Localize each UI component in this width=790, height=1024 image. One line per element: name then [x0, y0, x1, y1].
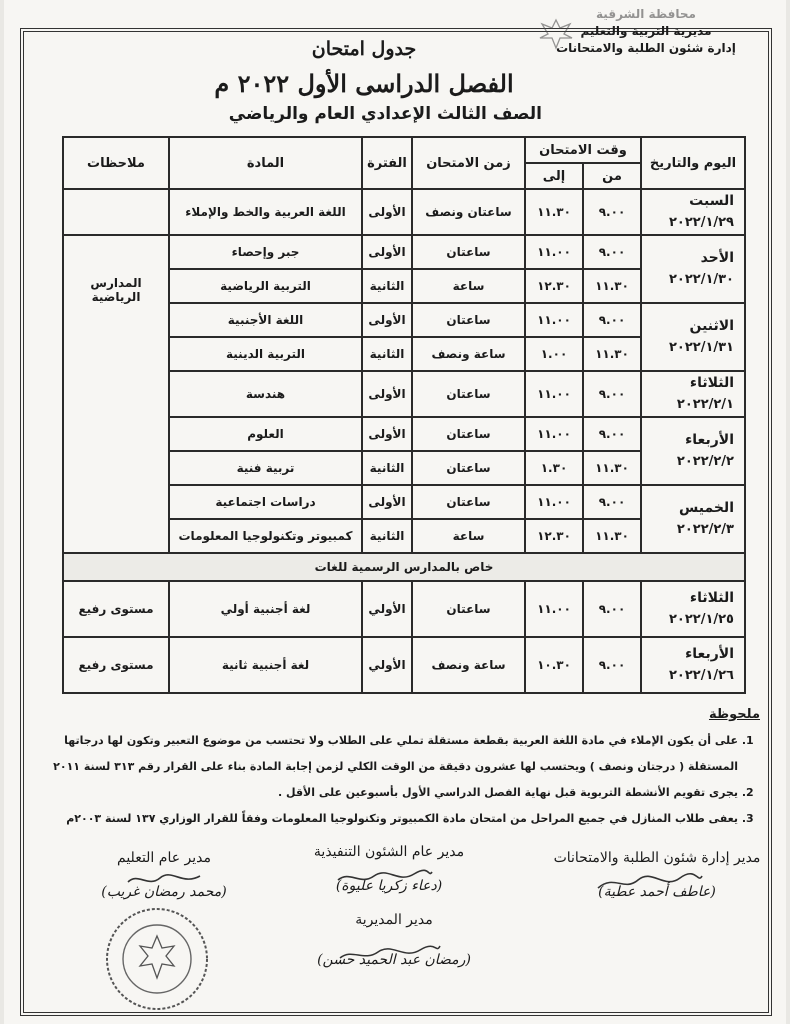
day-name: الثلاثاء [689, 375, 734, 391]
signature-role: مدير عام التعليم [117, 850, 211, 866]
notes-list [32, 728, 760, 832]
note-item: 2. يجرى تقويم الأنشطة التربوية قبل نهاية الفصل الدراسي الأول بأسبوعين على الأقل . [32, 780, 738, 806]
day-date-cell [641, 371, 745, 417]
period: الأولى [362, 189, 412, 235]
day-date-cell [641, 581, 745, 637]
to-time: ١.٣٠ [525, 451, 583, 485]
period: الثانية [362, 337, 412, 371]
exam-date: ٢٠٢٢/١/٣١ [668, 340, 734, 355]
period: الأولي [362, 637, 412, 693]
duration: ساعتان [412, 581, 525, 637]
issuing-authority [546, 6, 746, 57]
subject: تربية فنية [169, 451, 362, 485]
header-exam-time: وقت الامتحان [525, 137, 641, 163]
period: الأولي [362, 581, 412, 637]
document-title [214, 34, 514, 104]
exam-date: ٢٠٢٢/٢/١ [676, 397, 734, 412]
subject: اللغة الأجنبية [169, 303, 362, 337]
exam-date: ٢٠٢٢/١/٢٩ [668, 215, 734, 230]
exam-date: ٢٠٢٢/١/٣٠ [668, 272, 734, 287]
duration: ساعة [412, 519, 525, 553]
governorate-label: محافظة الشرقية [596, 7, 696, 21]
from-time: ١١.٣٠ [583, 269, 641, 303]
day-date-cell [641, 189, 745, 235]
grade-heading: الصف الثالث الإعدادي العام والرياضي [228, 104, 542, 124]
to-time: ١١.٠٠ [525, 235, 583, 269]
exam-date: ٢٠٢٢/١/٢٦ [668, 668, 734, 683]
from-time: ٩.٠٠ [583, 485, 641, 519]
period: الأولى [362, 485, 412, 519]
subject: لغة أجنبية ثانية [169, 637, 362, 693]
header-notes: ملاحظات [63, 137, 169, 189]
table-row [63, 189, 745, 235]
day-name: الاثنين [689, 318, 734, 334]
notes-cell: مستوى رفيع [63, 581, 169, 637]
duration: ساعتان ونصف [412, 189, 525, 235]
subject: التربية الرياضية [169, 269, 362, 303]
table-row [63, 235, 745, 269]
from-time: ٩.٠٠ [583, 189, 641, 235]
notes-cell [63, 189, 169, 235]
directorate-label: مديرية التربية والتعليم [580, 24, 712, 38]
to-time: ١١.٣٠ [525, 189, 583, 235]
header-from: من [583, 163, 641, 189]
subject: دراسات اجتماعية [169, 485, 362, 519]
subject: هندسة [169, 371, 362, 417]
signature-name: (رمضان عبد الحميد حسن) [317, 952, 471, 968]
from-time: ٩.٠٠ [583, 303, 641, 337]
from-time: ١١.٣٠ [583, 451, 641, 485]
official-seal-icon [102, 904, 212, 1014]
note-item: 3. يعفى طلاب المنازل في جميع المراحل من امتحان مادة الكمبيوتر وتكنولوجيا المعلومات وفقاً للقرار الوزاري ١٣٧ لسنة ٢٠٠٣م [32, 806, 738, 832]
subject: كمبيوتر وتكنولوجيا المعلومات [169, 519, 362, 553]
signature-scribble-icon [334, 942, 444, 966]
note-item: 1. على أن يكون الإملاء في مادة اللغة العربية بقطعة مستقلة تملي على الطلاب ولا تحتسب من موضوع التعبير وتكون لها درجاتها المستقلة ( درجتان ونصف ) ويحتسب لها عشرون دقيقة من الوقت الكلي لزمن إجابة المادة بناء على القرار رقم ٣١٣ لسنة ٢٠١١ [32, 728, 738, 780]
to-time: ١٠.٣٠ [525, 637, 583, 693]
duration: ساعتان [412, 303, 525, 337]
from-time: ١١.٣٠ [583, 337, 641, 371]
day-date-cell [641, 417, 745, 485]
day-name: الخميس [678, 500, 734, 516]
title-line-1: جدول امتحان [311, 38, 417, 60]
notes-section [32, 702, 760, 832]
from-time: ٩.٠٠ [583, 371, 641, 417]
to-time: ١٢.٣٠ [525, 519, 583, 553]
to-time: ١١.٠٠ [525, 581, 583, 637]
table-row [63, 581, 745, 637]
duration: ساعة [412, 269, 525, 303]
language-banner-row [63, 553, 745, 581]
signature-scribble-icon [334, 866, 434, 890]
period: الأولى [362, 371, 412, 417]
signature-name: (محمد رمضان غريب) [101, 884, 227, 900]
from-time: ٩.٠٠ [583, 637, 641, 693]
table-row [63, 637, 745, 693]
day-name: الثلاثاء [689, 590, 734, 606]
department-label: إدارة شئون الطلبة والامتحانات [556, 41, 736, 55]
from-time: ٩.٠٠ [583, 581, 641, 637]
period: الأولى [362, 235, 412, 269]
subject: لغة أجنبية أولي [169, 581, 362, 637]
from-time: ١١.٣٠ [583, 519, 641, 553]
day-date-cell [641, 235, 745, 303]
signature-role: مدير المديرية [355, 912, 433, 928]
to-time: ١١.٠٠ [525, 371, 583, 417]
duration: ساعتان [412, 451, 525, 485]
to-time: ١١.٠٠ [525, 417, 583, 451]
exam-date: ٢٠٢٢/١/٢٥ [668, 612, 734, 627]
period: الأولى [362, 303, 412, 337]
title-line-2: الفصل الدراسى الأول ٢٠٢٢ م [214, 69, 514, 98]
duration: ساعتان [412, 485, 525, 519]
day-date-cell [641, 303, 745, 371]
subject: جبر وإحصاء [169, 235, 362, 269]
day-name: الأحد [700, 250, 734, 266]
signature-role: مدير إدارة شئون الطلبة والامتحانات [553, 850, 761, 866]
from-time: ٩.٠٠ [583, 417, 641, 451]
day-name: السبت [689, 193, 734, 209]
signature-name: (دعاء زكريا عليوة) [335, 878, 443, 894]
to-time: ١١.٠٠ [525, 485, 583, 519]
day-date-cell [641, 485, 745, 553]
sports-schools-note: المدارس الرياضية [63, 235, 169, 553]
period: الثانية [362, 451, 412, 485]
exam-schedule-document [4, 0, 786, 1024]
header-period: الفترة [362, 137, 412, 189]
period: الأولى [362, 417, 412, 451]
signature-role: مدير عام الشئون التنفيذية [313, 844, 465, 860]
exam-date: ٢٠٢٢/٢/٣ [676, 522, 734, 537]
period: الثانية [362, 519, 412, 553]
duration: ساعة ونصف [412, 337, 525, 371]
subject: اللغة العربية والخط والإملاء [169, 189, 362, 235]
header-duration: زمن الامتحان [412, 137, 525, 189]
subject: التربية الدينية [169, 337, 362, 371]
duration: ساعة ونصف [412, 637, 525, 693]
day-name: الأربعاء [685, 646, 734, 662]
duration: ساعتان [412, 235, 525, 269]
subject: العلوم [169, 417, 362, 451]
to-time: ١.٠٠ [525, 337, 583, 371]
header-subject: المادة [169, 137, 362, 189]
signature-name: (عاطف أحمد عطية) [598, 884, 716, 900]
signature-scribble-icon [594, 870, 704, 896]
day-name: الأربعاء [685, 432, 734, 448]
exam-date: ٢٠٢٢/٢/٢ [676, 454, 734, 469]
notes-cell: مستوى رفيع [63, 637, 169, 693]
from-time: ٩.٠٠ [583, 235, 641, 269]
header-to: إلى [525, 163, 583, 189]
to-time: ١١.٠٠ [525, 303, 583, 337]
header-day-date: اليوم والتاريخ [641, 137, 745, 189]
to-time: ١٢.٣٠ [525, 269, 583, 303]
duration: ساعتان [412, 371, 525, 417]
notes-title: ملحوظة [708, 707, 760, 722]
signature-scribble-icon [124, 870, 204, 890]
exam-schedule-table [62, 136, 746, 694]
period: الثانية [362, 269, 412, 303]
language-banner: خاص بالمدارس الرسمية للغات [63, 553, 745, 581]
day-date-cell [641, 637, 745, 693]
duration: ساعتان [412, 417, 525, 451]
